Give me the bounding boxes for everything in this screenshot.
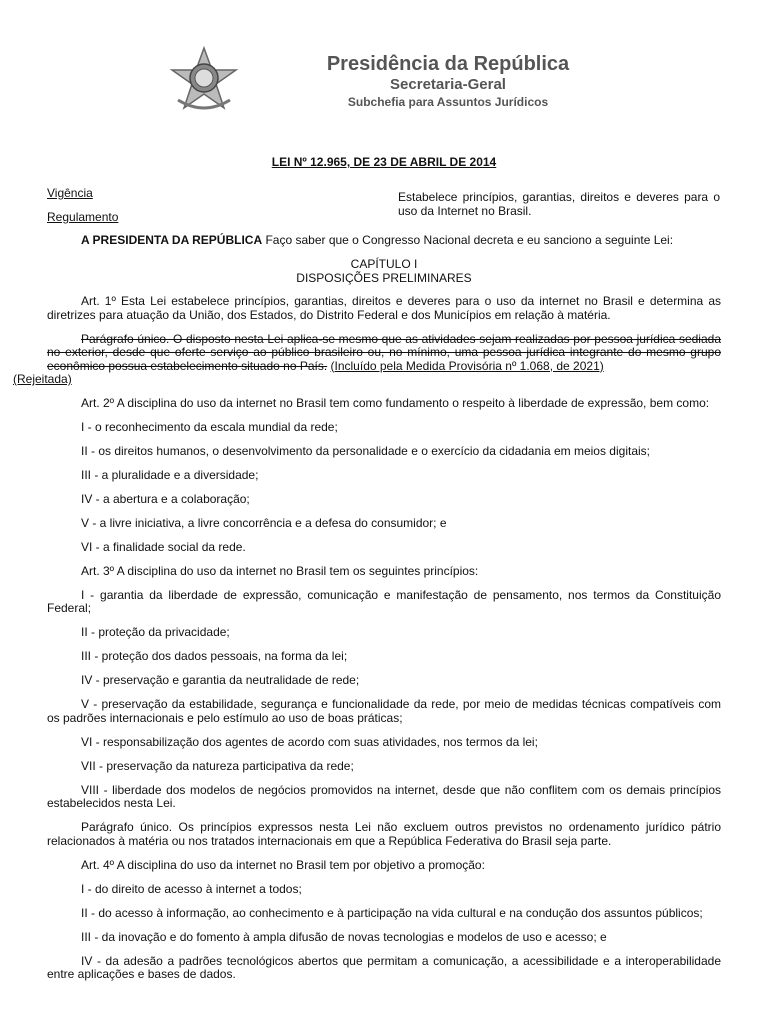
chapter-heading [47, 258, 721, 285]
art2-item: II - os direitos humanos, o desenvolvimento da personalidade e o exercício da cidadania em meios digitais; [81, 443, 650, 458]
art1: Art. 1º Esta Lei estabelece princípios, garantias, direitos e deveres para o uso da internet no Brasil e determina as diretrizes para atuação da União, dos Estados, do Distrito Federal e dos Municípios em relação à matéria. [47, 294, 721, 322]
paragrafo-unico-revoked [13, 331, 721, 387]
header [168, 44, 728, 122]
art2-caput: Art. 2º A disciplina do uso da internet no Brasil tem como fundamento o respeito à liberdade de expressão, bem como: [81, 395, 710, 410]
art4-item: III - da inovação e do fomento à ampla difusão de novas tecnologias e modelos de uso e acesso; e [81, 929, 607, 944]
art3-item: VIII - liberdade dos modelos de negócios promovidos na internet, desde que não conflitem com os demais princípios estabelecidos nesta Lei. [47, 782, 721, 810]
art4-item: II - do acesso à informação, ao conhecimento e à participação na vida cultural e na condução dos assuntos públicos; [81, 905, 703, 920]
art3-item: VI - responsabilização dos agentes de acordo com suas atividades, nos termos da lei; [81, 734, 538, 749]
revoked-text: Parágrafo único. O disposto nesta Lei aplica-se mesmo que as atividades sejam realizadas por pessoa jurídica sediada no exterior, desde que oferte serviço ao público brasileiro ou, no mínimo, uma pessoa jurídica integrante do mesmo grupo econômico possua estabelecimento situado no País. [47, 331, 721, 373]
chapter-name: DISPOSIÇÕES PRELIMINARES [296, 270, 472, 285]
art3-item: V - preservação da estabilidade, segurança e funcionalidade da rede, por meio de medidas técnicas compatíveis com os padrões internacionais e pelo estímulo ao uso de boas práticas; [47, 697, 721, 725]
header-subtitle: Secretaria-Geral [390, 76, 506, 93]
preamble [47, 234, 721, 248]
art3-item: II - proteção da privacidade; [81, 625, 230, 639]
art4-item: IV - da adesão a padrões tecnológicos abertos que permitam a comunicação, a acessibilidade e a interoperabilidade entre aplicações e bases de dados. [47, 953, 721, 981]
art3-item: III - proteção dos dados pessoais, na forma da lei; [81, 649, 348, 663]
art3-item: IV - preservação e garantia da neutralidade de rede; [81, 673, 360, 687]
art2-item: III - a pluralidade e a diversidade; [81, 467, 259, 482]
coat-of-arms-seal [168, 44, 240, 116]
art2-item: V - a livre iniciativa, a livre concorrência e a defesa do consumidor; e [81, 515, 447, 530]
rejeitada-link[interactable]: (Rejeitada) [13, 372, 72, 386]
art3-item: I - garantia da liberdade de expressão, comunicação e manifestação de pensamento, nos termos da Constituição Federal; [47, 587, 721, 615]
art4-item: I - do direito de acesso à internet a todos; [81, 881, 302, 896]
law-title: LEI Nº 12.965, DE 23 DE ABRIL DE 2014 [271, 155, 497, 169]
art2-item: I - o reconhecimento da escala mundial da rede; [81, 419, 338, 434]
header-subchefia: Subchefia para Assuntos Jurídicos [347, 95, 549, 109]
art2-item: VI - a finalidade social da rede. [81, 539, 246, 554]
regulamento-link[interactable]: Regulamento [47, 210, 119, 224]
art2-item: IV - a abertura e a colaboração; [81, 491, 250, 506]
preamble-rest: Faço saber que o Congresso Nacional decreta e eu sanciono a seguinte Lei: [262, 233, 674, 247]
art3-caput: Art. 3º A disciplina do uso da internet no Brasil tem os seguintes princípios: [81, 563, 479, 578]
chapter-number: CAPÍTULO I [350, 257, 418, 271]
preamble-bold: A PRESIDENTA DA REPÚBLICA [81, 233, 263, 247]
mp-note-link[interactable]: (Incluído pela Medida Provisória nº 1.068, de 2021) [330, 358, 604, 373]
art3-paragrafo: Parágrafo único. Os princípios expressos nesta Lei não excluem outros previstos no ordenamento jurídico pátrio relacionados à matéria ou nos tratados internacionais em que a República Federativa do Brasil seja parte. [47, 820, 721, 848]
header-title: Presidência da República [326, 53, 570, 75]
vigencia-link[interactable]: Vigência [47, 186, 93, 200]
law-body [13, 233, 721, 992]
ementa: Estabelece princípios, garantias, direitos e deveres para o uso da Internet no Brasil. [398, 190, 720, 218]
art3-item: VII - preservação da natureza participativa da rede; [81, 758, 354, 773]
art4-caput: Art. 4º A disciplina do uso da internet no Brasil tem por objetivo a promoção: [81, 857, 485, 872]
